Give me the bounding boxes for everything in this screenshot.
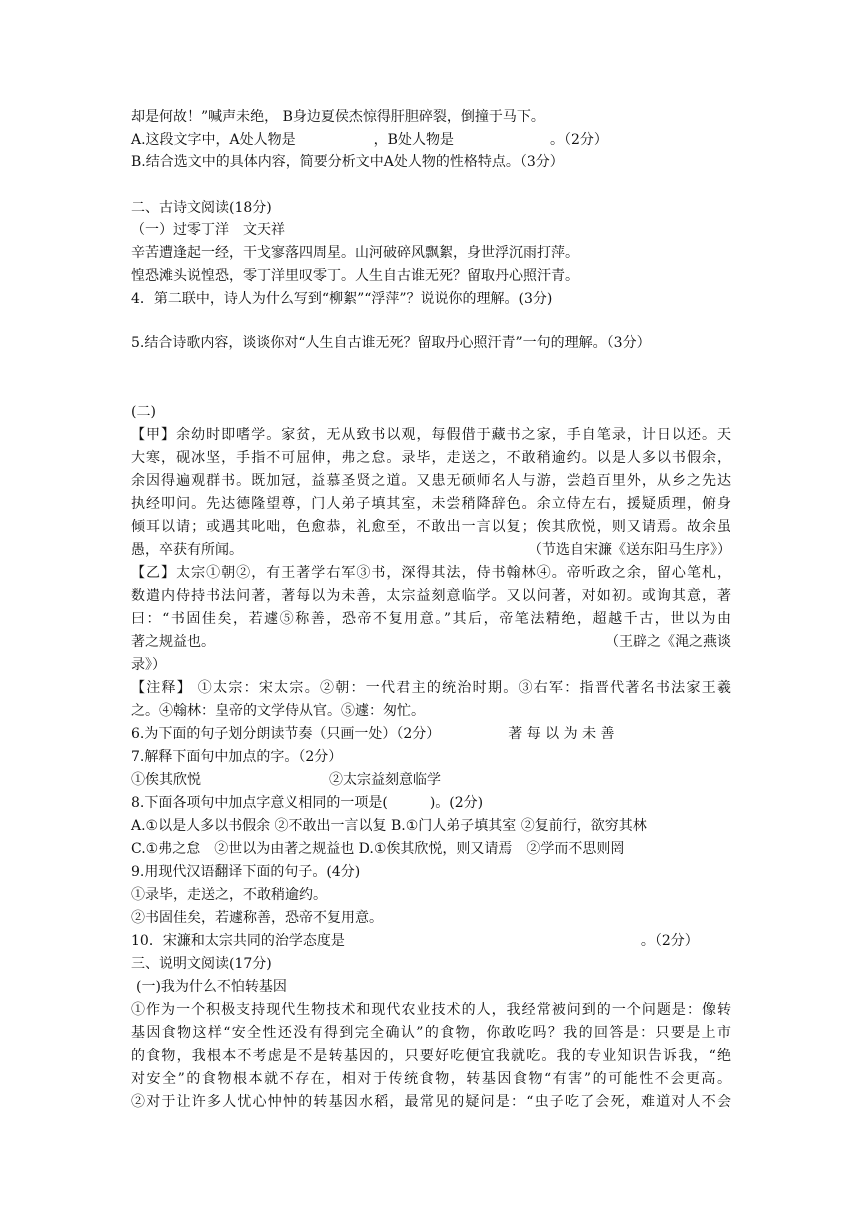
question-text: 6.为下面的句子划分朗读节奏（只画一处）（2分） bbox=[131, 726, 441, 742]
question-6 bbox=[131, 723, 731, 745]
q9-item: ①录毕，走送之，不敢稍逾约。 bbox=[131, 887, 327, 903]
question-text: A.这段文字中，A处人物是 bbox=[131, 132, 296, 148]
question-7: 7.解释下面句中加点的字。（2分） bbox=[131, 749, 343, 765]
question-b: B.结合选文中的具体内容，简要分析文中A处人物的性格特点。（3分） bbox=[131, 154, 564, 170]
source-citation: 录》） bbox=[131, 657, 166, 673]
q8-options: A.①以是人多以书假余 ②不敢出一言以复 B.①门人弟子填其室 ②复前行，欲穷其林 bbox=[131, 818, 647, 834]
question-4: 4．第二联中，诗人为什么写到“柳絮”“浮萍”？说说你的理解。(3分) bbox=[131, 291, 553, 307]
question-8: 8.下面各项句中加点字意义相同的一项是( )。(2分) bbox=[131, 795, 484, 811]
part-label: (二) bbox=[131, 404, 156, 420]
article-line: 基因食物这样“安全性还没有得到完全确认”的食物，你敢吃吗？我的回答是：只要是上市 bbox=[131, 1025, 731, 1041]
question-7-items bbox=[131, 769, 731, 791]
q7-item: ①俟其欣悦 bbox=[131, 772, 201, 788]
poem-line: 辛苦遭逢起一经，干戈寥落四周星。山河破碎风飘絮，身世浮沉雨打萍。 bbox=[131, 245, 579, 261]
question-text: ，B处人物是 bbox=[373, 132, 454, 148]
section-heading: 二、古诗文阅读(18分) bbox=[131, 200, 272, 216]
question-text: 。（2分） bbox=[640, 933, 699, 949]
passage-line: 倾耳以请；或遇其叱咄，色愈恭，礼愈至，不敢出一言以复；俟其欣悦，则又请焉。故余虽 bbox=[131, 519, 731, 535]
article-line: ②对于让许多人忧心忡忡的转基因水稻，最常见的疑问是：“虫子吃了会死，难道对人不会 bbox=[131, 1094, 731, 1110]
source-citation: （王辟之《渑之燕谈 bbox=[605, 634, 731, 650]
question-text: 10．宋濂和太宗共同的治学态度是 bbox=[131, 933, 345, 949]
article-line: ①作为一个积极支持现代生物技术和现代农业技术的人，我经常被问到的一个问题是：像转 bbox=[131, 1002, 731, 1018]
question-5: 5.结合诗歌内容，谈谈你对“人生自古谁无死？留取丹心照汗青”一句的理解。（3分） bbox=[131, 335, 651, 351]
passage-line: 大寒，砚冰坚，手指不可屈伸，弗之怠。录毕，走送之，不敢稍逾约。以是人多以书假余， bbox=[131, 450, 731, 466]
q9-item: ②书固佳矣，若遽称善，恐帝不复用意。 bbox=[131, 910, 383, 926]
source-citation: （节选自宋濂《送东阳马生序》） bbox=[528, 542, 731, 558]
question-a bbox=[131, 129, 731, 151]
passage-line: 愚，卒获有所闻。 bbox=[131, 542, 243, 558]
question-text: 。（2分） bbox=[549, 132, 608, 148]
passage-line: 数遣内侍持书法问著，著每以为未善，太宗益刻意临学。又以问著，对如初。或询其意，著 bbox=[131, 588, 731, 604]
poem-line: 惶恐滩头说惶恐，零丁洋里叹零丁。人生自古谁无死？留取丹心照汗青。 bbox=[131, 268, 579, 284]
passage-line: 著之规益也。 bbox=[131, 634, 215, 650]
passage-line: 曰：“书固佳矣，若遽⑤称善，恐帝不复用意。”其后，帝笔法精绝，超越千古，世以为由 bbox=[131, 611, 731, 627]
passage-line: 【甲】余幼时即嗜学。家贫，无从致书以观，每假借于藏书之家，手自笔录，计日以还。天 bbox=[131, 427, 731, 443]
section-heading: 三、说明文阅读(17分) bbox=[131, 956, 272, 972]
passage-line: 【乙】太宗①朝②，有王著学右军③书，深得其法，侍书翰林④。帝听政之余，留心笔札， bbox=[131, 565, 731, 581]
notes-line: 【注释】 ①太宗：宋太宗。②朝：一代君主的统治时期。③右军：指晋代著名书法家王羲 bbox=[131, 680, 731, 696]
passage-line: 执经叩问。先达德隆望尊，门人弟子填其室，未尝稍降辞色。余立侍左右，援疑质理，俯身 bbox=[131, 496, 731, 512]
passage-line: 余因得遍观群书。既加冠，益慕圣贤之道。又患无硕师名人与游，尝趋百里外，从乡之先达 bbox=[131, 473, 731, 489]
reading-sentence: 著 每 以 为 未 善 bbox=[508, 726, 615, 742]
q7-item: ②太宗益刻意临学 bbox=[329, 772, 441, 788]
q8-options: C.①弗之怠 ②世以为由著之规益也 D.①俟其欣悦，则又请焉 ②学而不思则罔 bbox=[131, 841, 625, 857]
notes-line: 之。④翰林：皇帝的文学侍从官。⑤遽：匆忙。 bbox=[131, 703, 425, 719]
article-line: 对安全”的食物根本就不存在，相对于传统食物，转基因食物“有害”的可能性不会更高。 bbox=[131, 1071, 731, 1087]
article-title: (一)我为什么不怕转基因 bbox=[136, 979, 287, 995]
poem-title: （一）过零丁洋 文天祥 bbox=[131, 222, 285, 238]
question-10 bbox=[131, 930, 731, 952]
article-line: 的食物，我根本不考虑是不是转基因的，只要好吃便宜我就吃。我的专业知识告诉我，“绝 bbox=[131, 1048, 731, 1064]
question-9: 9.用现代汉语翻译下面的句子。(4分) bbox=[131, 864, 361, 880]
text-line: 却是何故！”喊声未绝， B身边夏侯杰惊得肝胆碎裂，倒撞于马下。 bbox=[131, 109, 545, 125]
